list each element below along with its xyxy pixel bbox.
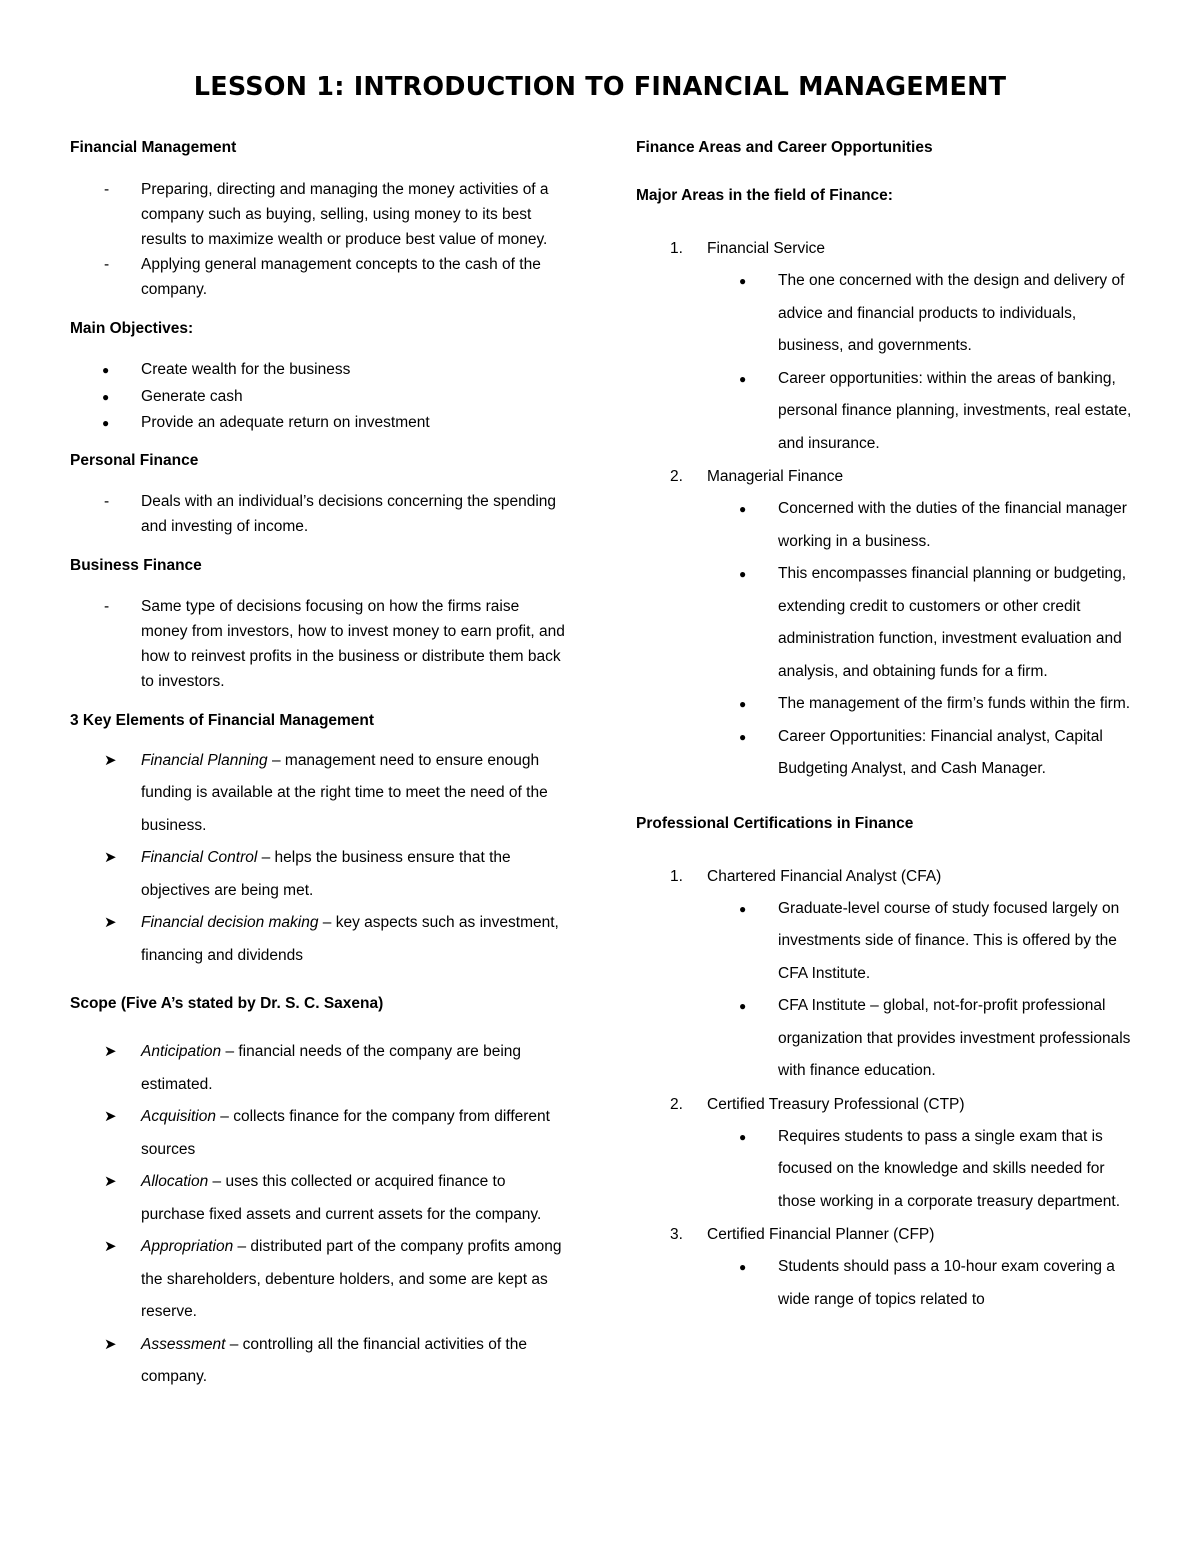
list-item: ● Career opportunities: within the areas of banking, personal finance planning, investments, real estate, and insurance. (707, 363, 1136, 461)
section-key-elements (70, 711, 570, 973)
list-item: ● The management of the firm’s funds within the firm. (707, 688, 1136, 721)
list-item: ➤ Acquisition – collects finance for the company from different sources (70, 1101, 570, 1166)
section-business-finance (70, 556, 570, 694)
list-item: 1. Financial Service ● The one concerned with the design and delivery of advice and financial products to individuals, business, and governments. ● Career opportunities: within the areas of banking, personal finance planning, investments, real estate, and insurance. (636, 232, 1136, 460)
section-finance-areas (636, 138, 1136, 786)
section-personal-finance (70, 451, 570, 539)
list-item: - Deals with an individual’s decisions concerning the spending and investing of income. (70, 489, 570, 539)
number-marker: 3. (670, 1226, 683, 1243)
section-certifications (636, 814, 1136, 1317)
list-item: 2. Managerial Finance ● Concerned with the duties of the financial manager working in a business. ● This encompasses financial planning or budgeting, extending credit to customers or other credit administration function, investment evaluation and analysis, and obtaining funds for a firm. ● The management of the firm’s funds within the firm. ● Career Opportunities: Financial analyst, Capital Budgeting Analyst, and Cash Manager. (636, 460, 1136, 786)
list-item: 3. Certified Financial Planner (CFP) ● Students should pass a 10-hour exam covering a wide range of topics related to (636, 1218, 1136, 1316)
list-item: ➤ Anticipation – financial needs of the company are being estimated. (70, 1036, 570, 1101)
bullet-icon: ● (739, 371, 747, 386)
number-marker: 1. (670, 240, 683, 257)
financial-management-list (70, 177, 570, 302)
list-item: ● Provide an adequate return on investment (70, 410, 570, 437)
bullet-icon: ● (739, 697, 747, 711)
heading-finance-areas: Finance Areas and Career Opportunities (636, 139, 933, 156)
dash-marker: - (104, 256, 110, 273)
subheading-major-areas: Major Areas in the field of Finance: (636, 187, 893, 204)
bullet-icon: ● (739, 1260, 747, 1274)
heading-scope: Scope (Five A’s stated by Dr. S. C. Saxena) (70, 995, 384, 1012)
page-title: LESSON 1: INTRODUCTION TO FINANCIAL MANAGEMENT (193, 72, 1007, 102)
list-item: ➤ Financial Planning – management need to ensure enough funding is available at the right time to meet the need of the business. (70, 745, 570, 843)
bullet-icon: ● (102, 389, 110, 404)
left-column (70, 138, 570, 1394)
arrow-bullet-icon: ➤ (104, 1108, 117, 1125)
business-finance-list (70, 594, 570, 694)
list-item: ● Students should pass a 10-hour exam covering a wide range of topics related to (707, 1251, 1136, 1316)
list-item: ● Create wealth for the business (70, 357, 570, 384)
number-marker: 2. (670, 1095, 683, 1113)
number-marker: 1. (670, 867, 683, 885)
list-item: - Applying general management concepts to the cash of the company. (70, 252, 570, 302)
arrow-bullet-icon: ➤ (104, 1238, 117, 1255)
bullet-icon: ● (102, 363, 110, 377)
personal-finance-list (70, 489, 570, 539)
bullet-icon: ● (739, 567, 747, 581)
certifications-list (636, 860, 1136, 1317)
section-financial-management (70, 138, 570, 302)
list-item: ➤ Assessment – controlling all the financial activities of the company. (70, 1329, 570, 1394)
dash-marker: - (104, 181, 110, 198)
list-item: - Same type of decisions focusing on how the firms raise money from investors, how to invest money to earn profit, and how to reinvest profits in the business or distribute them back to investors. (70, 594, 570, 694)
section-scope (70, 994, 570, 1394)
arrow-bullet-icon: ➤ (104, 1335, 117, 1353)
number-marker: 2. (670, 468, 683, 485)
arrow-bullet-icon: ➤ (104, 751, 117, 769)
list-item: ● Graduate-level course of study focused largely on investments side of finance. This is offered by the CFA Institute. (707, 893, 1136, 991)
bullet-icon: ● (739, 999, 747, 1013)
major-areas-list (636, 232, 1136, 786)
list-item: ➤ Financial decision making – key aspects such as investment, financing and dividends (70, 907, 570, 972)
list-item: ● This encompasses financial planning or budgeting, extending credit to customers or other credit administration function, investment evaluation and analysis, and obtaining funds for a firm. (707, 558, 1136, 688)
list-item: ➤ Appropriation – distributed part of the company profits among the shareholders, debenture holders, and some are kept as reserve. (70, 1231, 570, 1329)
heading-financial-management: Financial Management (70, 139, 237, 156)
list-item: ● CFA Institute – global, not-for-profit professional organization that provides investment professionals with finance education. (707, 990, 1136, 1088)
sub-list (707, 265, 1136, 460)
list-item: ● Requires students to pass a single exam that is focused on the knowledge and skills needed for those working in a corporate treasury department. (707, 1121, 1136, 1219)
sub-list (707, 493, 1136, 786)
right-column (636, 138, 1136, 1316)
arrow-bullet-icon: ➤ (104, 1173, 117, 1190)
list-item: ➤ Financial Control – helps the business ensure that the objectives are being met. (70, 842, 570, 907)
key-elements-list (70, 745, 570, 973)
bullet-icon: ● (102, 416, 110, 430)
sub-list (707, 1121, 1136, 1219)
sub-list (707, 893, 1136, 1088)
list-item: - Preparing, directing and managing the money activities of a company such as buying, selling, using money to its best results to maximize wealth or produce best value of money. (70, 177, 570, 252)
section-main-objectives (70, 319, 570, 437)
sub-list (707, 1251, 1136, 1316)
list-item: ● Generate cash (70, 384, 570, 411)
dash-marker: - (104, 597, 110, 615)
list-item: ● The one concerned with the design and delivery of advice and financial products to individuals, business, and governments. (707, 265, 1136, 363)
list-item: 1. Chartered Financial Analyst (CFA) ● Graduate-level course of study focused largely on investments side of finance. This is offered by the CFA Institute. ● CFA Institute – global, not-for-profit professional organization that provides investment professionals with finance education. (636, 860, 1136, 1088)
arrow-bullet-icon: ➤ (104, 1043, 117, 1060)
bullet-icon: ● (739, 901, 747, 916)
list-item: 2. Certified Treasury Professional (CTP) ● Requires students to pass a single exam that is focused on the knowledge and skills needed for those working in a corporate treasury department. (636, 1088, 1136, 1219)
bullet-icon: ● (739, 1129, 747, 1144)
list-item: ● Concerned with the duties of the financial manager working in a business. (707, 493, 1136, 558)
heading-key-elements: 3 Key Elements of Financial Management (70, 711, 375, 729)
main-objectives-list (70, 357, 570, 437)
arrow-bullet-icon: ➤ (104, 849, 117, 866)
arrow-bullet-icon: ➤ (104, 914, 117, 931)
dash-marker: - (104, 492, 110, 510)
scope-list (70, 1036, 570, 1394)
bullet-icon: ● (739, 274, 747, 288)
bullet-icon: ● (739, 729, 747, 744)
list-item: ➤ Allocation – uses this collected or acquired finance to purchase fixed assets and current assets for the company. (70, 1166, 570, 1231)
list-item: ● Career Opportunities: Financial analyst, Capital Budgeting Analyst, and Cash Manager. (707, 721, 1136, 786)
heading-personal-finance: Personal Finance (70, 451, 199, 469)
bullet-icon: ● (739, 502, 747, 516)
heading-certifications: Professional Certifications in Finance (636, 814, 914, 832)
heading-business-finance: Business Finance (70, 556, 202, 574)
heading-main-objectives: Main Objectives: (70, 320, 194, 337)
